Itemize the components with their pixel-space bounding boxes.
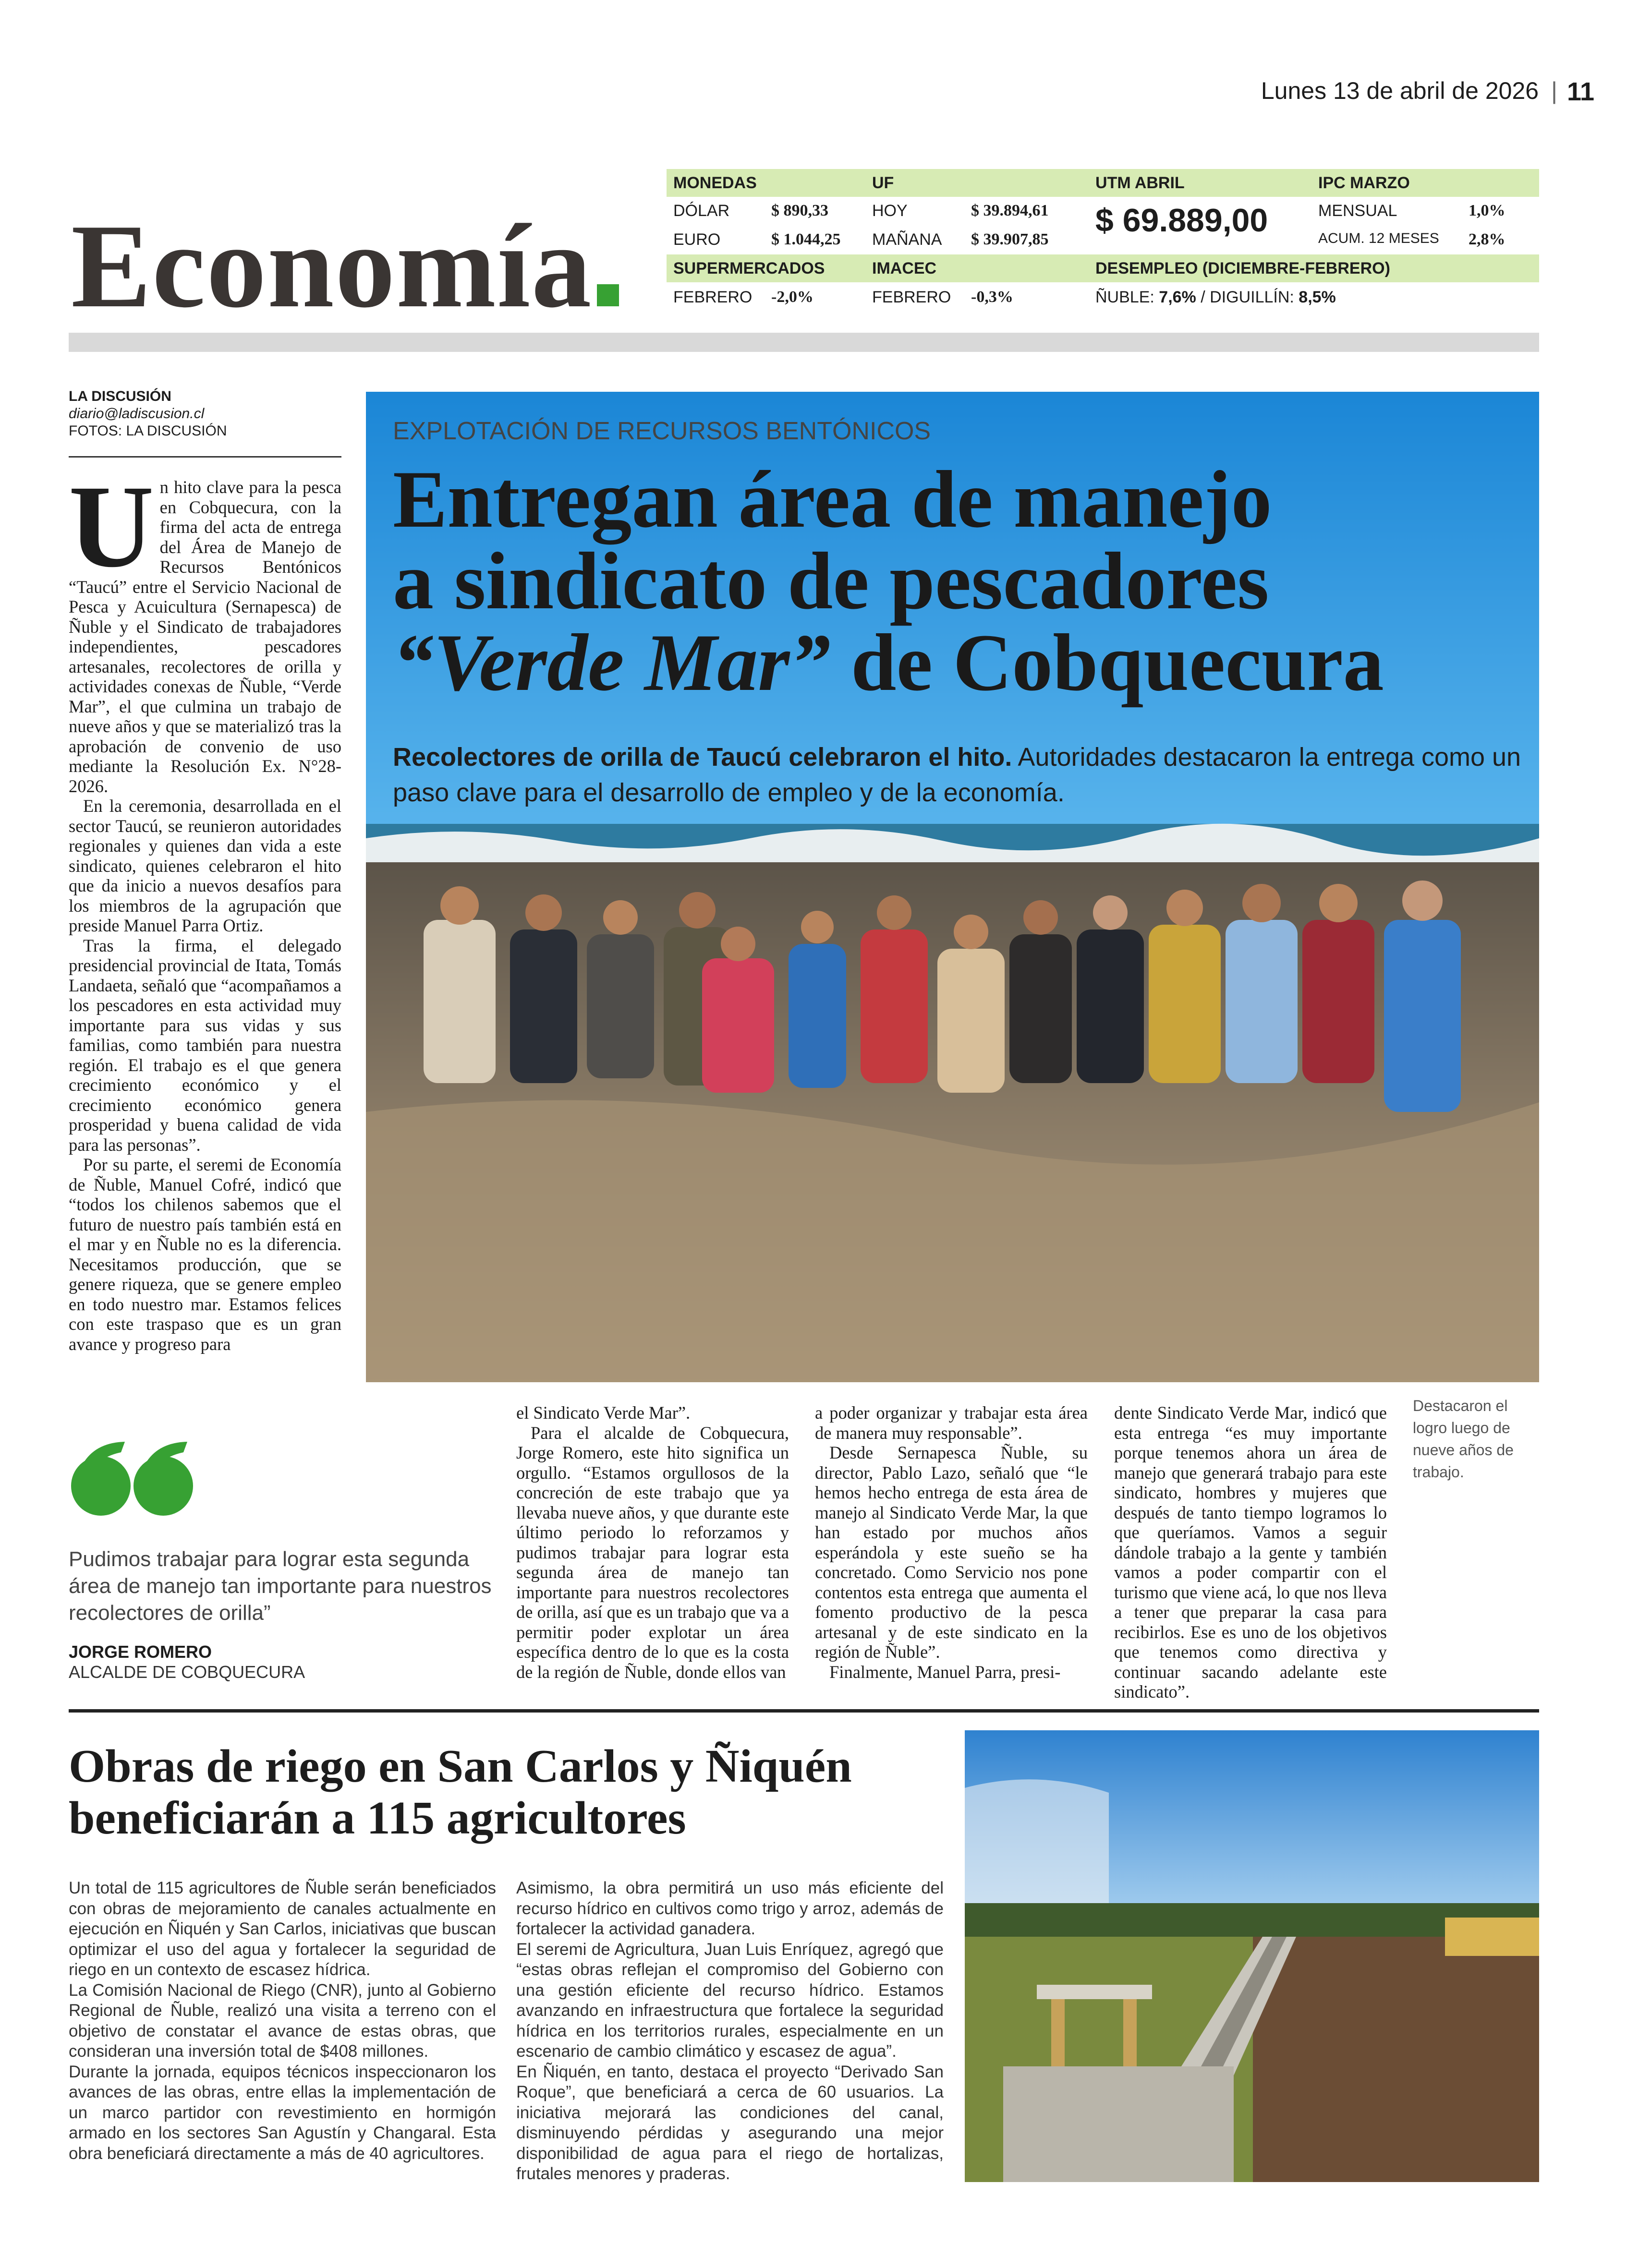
photo-caption: Destacaron el logro luego de nueve años de trabajo. — [1413, 1397, 1514, 1481]
article-paragraph: En la ceremonia, desarrollada en el sector Taucú, se reunieron autoridades regionales y quienes dan vida a este sindicato, quienes celebraron el hito que da inicio a nuevos desafíos para los miembros de la agrupación que preside Manuel Parra Ortiz. — [69, 796, 341, 935]
pull-quote-text: Pudimos trabajar para lograr esta segunda área de manejo tan importante para nuestros recolectores de orilla” — [69, 1547, 492, 1625]
pull-quote-role: ALCALDE DE COBQUECURA — [69, 1662, 305, 1682]
header-divider — [69, 333, 1539, 352]
byline-email: diario@ladiscusion.cl — [69, 406, 205, 422]
article-column-4 — [1114, 1403, 1387, 1702]
article-paragraph: dente Sindicato Verde Mar, indicó que esta entrega “es muy importante porque tenemos ahora un área de manejo que generará trabajo para este sindicato, hombres y mujeres que después de tanto tiempo logramos lo que queríamos. Vamos a seguir dándole trabajo a la gente y también vamos a poder compartir con el turismo que viene acá, lo que nos lleva a tener que preparar la casa para recibirlos. Ese es uno de los objetivos que tenemos como directiva y continuar sacando adelante este sindicato”. — [1114, 1403, 1387, 1701]
hoy-label: HOY — [872, 202, 908, 220]
article2-paragraph: En Ñiquén, en tanto, destaca el proyecto “Derivado San Roque”, que beneficiará a cerca de 60 usuarios. La iniciativa mejorará las condiciones del canal, disminuyendo pérdidas y asegurando una mejor disponibilidad de agua para el riego de hortalizas, frutales menores y praderas. — [516, 2062, 944, 2183]
article-paragraph: a poder organizar y trabajar esta área de manera muy responsable”. — [815, 1403, 1088, 1443]
economic-indicators-ticker — [667, 169, 1539, 313]
article-paragraph: Finalmente, Manuel Parra, presi- — [829, 1662, 1061, 1682]
article2-column-1 — [69, 1878, 496, 2164]
byline — [69, 388, 341, 440]
euro-label: EURO — [673, 230, 721, 249]
article-paragraph: Para el alcalde de Cobquecura, Jorge Romero, este hito significa un orgullo. “Estamos orgullosos de la concreción de este trabajo que ya llevaba nueve años, y que durante este último periodo lo reforzamos y pudimos trabajar para lograr esta segunda área de manejo tan importante para nuestros recolectores de orilla, así que es un trabajo que va a permitir poder explotar un área específica dentro de lo que es la costa de la región de Ñuble, donde ellos van — [516, 1423, 789, 1682]
ipc-label: IPC MARZO — [1318, 174, 1410, 192]
dolar-value: $ 890,33 — [771, 202, 828, 219]
super-feb-value: -2,0% — [771, 288, 813, 306]
monedas-label: MONEDAS — [673, 174, 757, 192]
article2-headline: Obras de riego en San Carlos y Ñiquén beneficiarán a 115 agricultores — [69, 1740, 852, 1844]
article-paragraph: el Sindicato Verde Mar”. — [516, 1403, 691, 1423]
euro-value: $ 1.044,25 — [771, 230, 841, 248]
imacec-feb-value: -0,3% — [971, 288, 1013, 306]
article-column-2 — [516, 1403, 789, 1682]
dolar-label: DÓLAR — [673, 202, 730, 220]
section-dot-icon — [597, 284, 619, 306]
article2-paragraph: Un total de 115 agricultores de Ñuble serán beneficiados con obras de mejoramiento de canales actualmente en ejecución en Ñiquén y San Carlos, iniciativas que buscan optimizar el uso del agua y fortalecer la seguridad de riego en un contexto de escasez hídrica. — [69, 1879, 496, 1979]
issue-date: Lunes 13 de abril de 2026 | — [1261, 77, 1557, 104]
article-kicker: EXPLOTACIÓN DE RECURSOS BENTÓNICOS — [393, 417, 931, 445]
ticker-header-row-2 — [667, 254, 1539, 282]
utm-value: $ 69.889,00 — [1095, 202, 1268, 239]
ticker-row-3 — [667, 283, 1539, 311]
article2-paragraph: Durante la jornada, equipos técnicos inspeccionaron los avances de las obras, entre ellas la implementación de un marco partidor con revestimiento en hormigón armado en los sectores San Agustín y Changaral. Esta obra beneficiará directamente a más de 40 agricultores. — [69, 2062, 496, 2163]
hoy-value: $ 39.894,61 — [971, 202, 1049, 219]
imacec-label: IMACEC — [872, 259, 937, 277]
article-paragraph: Desde Sernapesca Ñuble, su director, Pablo Lazo, señaló que “le hemos hecho entrega de esta área de manejo al Sindicato Verde Mar, la que han estado por muchos años esperándola y este sueño se ha concretado. Como Servicio nos pone contentos esta entrega que aumenta el fomento productivo de la pesca artesanal y de este sindicato en la región de Ñuble”. — [815, 1443, 1088, 1662]
acum-value: 2,8% — [1469, 230, 1505, 248]
manana-label: MAÑANA — [872, 230, 942, 249]
byline-photos: FOTOS: LA DISCUSIÓN — [69, 423, 227, 439]
article-subhead: Recolectores de orilla de Taucú celebraron el hito. Autoridades destacaron la entrega como un paso clave para el desarrollo de empleo y de la economía. — [393, 743, 1521, 807]
article-paragraph: Tras la firma, el delegado presidencial provincial de Itata, Tomás Landaeta, señaló que “acompañamos a los pescadores en esta actividad muy importante para sus vidas y sus familias, como también para nuestra región. El trabajo es el que genera crecimiento económico y el crecimiento económico genera prosperidad y buena calidad de vida para las personas”. — [69, 935, 341, 1155]
acum-label: ACUM. 12 MESES — [1318, 230, 1439, 246]
quote-icon — [67, 1438, 197, 1520]
article-paragraph: Por su parte, el seremi de Economía de Ñuble, Manuel Cofré, indicó que “todos los chilenos sabemos que el futuro de nuestro país también está en el mar y en Ñuble no es la diferencia. Necesitamos producción, que se genere riqueza, que se genere empleo en todo nuestro mar. Estamos felices con este traspaso que es un gran avance y progreso para — [69, 1155, 341, 1354]
mensual-label: MENSUAL — [1318, 202, 1397, 220]
article-column-3 — [815, 1403, 1088, 1682]
mensual-value: 1,0% — [1469, 202, 1505, 219]
imacec-feb-label: FEBRERO — [872, 288, 951, 306]
supermercados-label: SUPERMERCADOS — [673, 259, 825, 277]
section-title: Economía — [71, 206, 619, 326]
article-lead-column — [69, 461, 341, 1354]
article-divider — [69, 1709, 1539, 1713]
utm-label: UTM ABRIL — [1095, 174, 1185, 192]
irrigation-canal-photo — [965, 1730, 1539, 2182]
ticker-header-row — [667, 169, 1539, 197]
article2-paragraph: Asimismo, la obra permitirá un uso más eficiente del recurso hídrico en cultivos como trigo y arroz, además de fortalecer la actividad ganadera. — [516, 1879, 944, 1938]
page-number: 11 — [1567, 77, 1595, 106]
super-feb-label: FEBRERO — [673, 288, 753, 306]
desempleo-values: ÑUBLE: 7,6% / DIGUILLÍN: 8,5% — [1095, 288, 1336, 306]
article-paragraph: n hito clave para la pesca en Cobquecura, con la firma del acta de entrega del Área de Manejo de Recursos Bentónicos “Taucú” entre el Servicio Nacional de Pesca y Acuicultura (Sernapesca) de Ñuble y el Sindicato de trabajadores independientes, pescadores artesanales, recolectores de orilla y actividades conexas de Ñuble, “Verde Mar”, el que culmina un trabajo de nueve años y que se materializó tras la aprobación de convenio de uso mediante la Resolución Ex. N°28-2026. — [69, 477, 341, 796]
pull-quote-name: JORGE ROMERO — [69, 1642, 212, 1662]
desempleo-label: DESEMPLEO (DICIEMBRE-FEBRERO) — [1095, 259, 1390, 277]
article2-paragraph: El seremi de Agricultura, Juan Luis Enríquez, agregó que “estas obras reflejan el compromiso del Gobierno con una gestión eficiente del recurso hídrico. Estamos avanzando en infraestructura que fortalece la seguridad hídrica en los territorios rurales, especialmente en un escenario de cambio climático y escasez de agua”. — [516, 1940, 944, 2061]
uf-label: UF — [872, 174, 894, 192]
article2-paragraph: La Comisión Nacional de Riego (CNR), junto al Gobierno Regional de Ñuble, realizó una visita a terreno con el objetivo de constatar el avance de estas obras, que consideran una inversión total de $408 millones. — [69, 1980, 496, 2061]
byline-divider — [69, 456, 341, 458]
article2-column-2 — [516, 1878, 944, 2184]
article-headline: Entregan área de manejo a sindicato de pescadores “Verde Mar” de Cobquecura — [393, 454, 1384, 708]
dropcap: U — [69, 461, 154, 592]
byline-outlet: LA DISCUSIÓN — [69, 388, 171, 404]
manana-value: $ 39.907,85 — [971, 230, 1049, 248]
